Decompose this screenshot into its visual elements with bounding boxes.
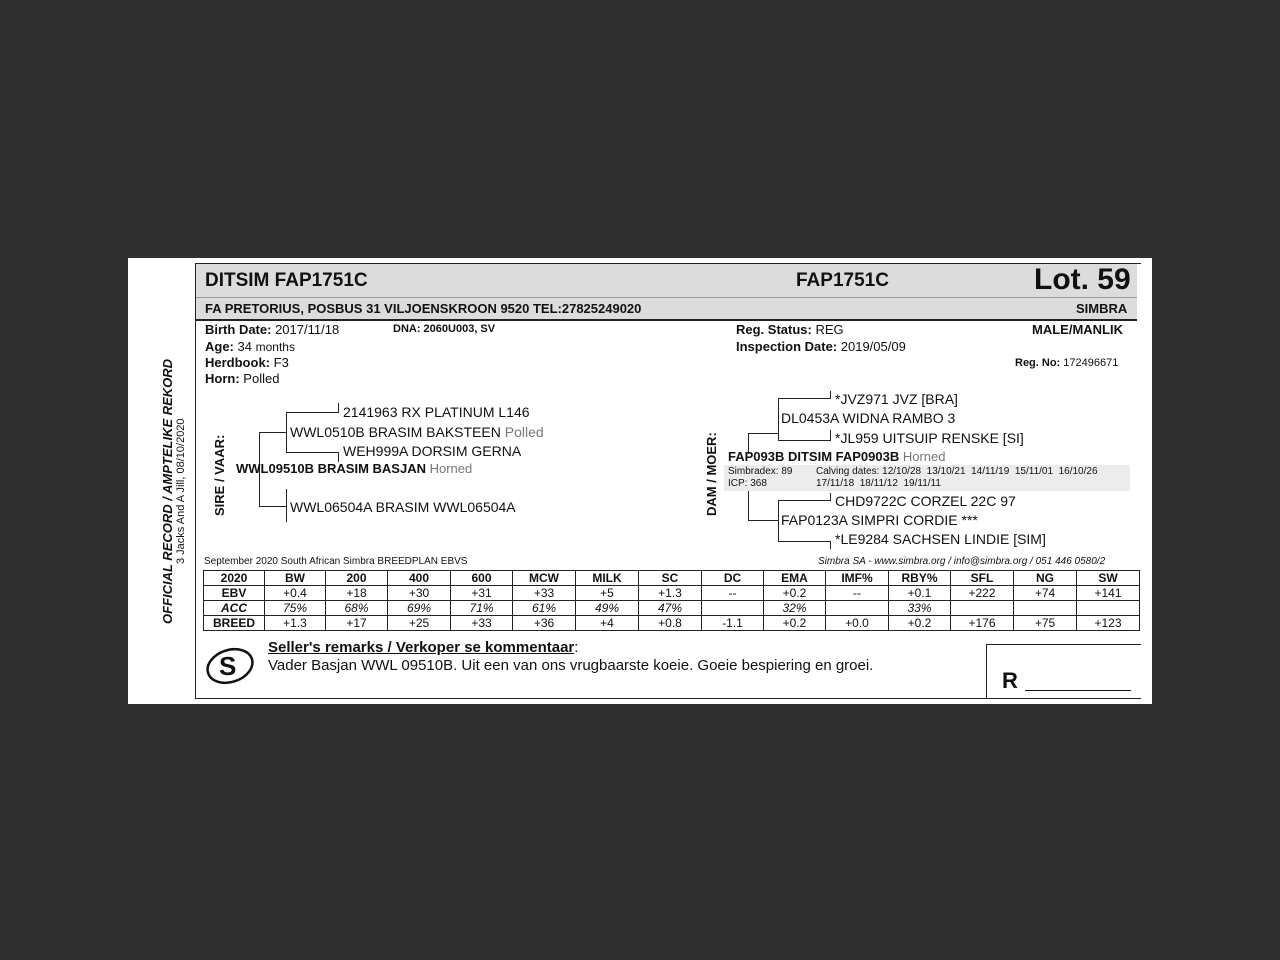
- herdbook: [205, 355, 289, 370]
- dam-name: FAP093B DITSIM FAP0903B: [728, 449, 900, 464]
- table-cell: +4: [576, 616, 639, 631]
- inspection-date-value: 2019/05/09: [840, 339, 906, 354]
- credit-label: 3 Jacks And A Jill, 08/10/2020: [175, 418, 187, 564]
- horn: [205, 371, 279, 386]
- dam-connector: [748, 491, 749, 520]
- table-cell: +1.3: [265, 616, 326, 631]
- table-cell: 49%: [576, 601, 639, 616]
- ebv-caption: September 2020 South African Simbra BREEDPLAN EBVS: [204, 556, 468, 567]
- table-cell: +0.2: [764, 586, 826, 601]
- herdbook-value: F3: [273, 355, 289, 370]
- horn-value: Polled: [243, 371, 280, 386]
- table-cell: +75: [1014, 616, 1077, 631]
- table-cell: 69%: [388, 601, 451, 616]
- table-cell: [951, 601, 1014, 616]
- inspection-date: [736, 339, 906, 354]
- table-cell: [1077, 601, 1140, 616]
- dam-granddam: FAP0123A SIMPRI CORDIE ***: [781, 512, 978, 528]
- table-header-cell: 200: [326, 571, 388, 586]
- sire-grandsire-horn: Polled: [504, 424, 544, 440]
- dam-connector: [778, 541, 830, 542]
- sire: [236, 461, 472, 476]
- remarks-text: Vader Basjan WWL 09510B. Uit een van ons vrugbaarste koeie. Goeie bespiering en groei.: [268, 657, 874, 674]
- sire-horn: Horned: [429, 461, 473, 476]
- table-cell: +30: [388, 586, 451, 601]
- lot-number: Lot. 59: [1034, 263, 1131, 296]
- dam: [728, 449, 946, 464]
- table-header-cell: IMF%: [826, 571, 889, 586]
- table-cell: 33%: [889, 601, 951, 616]
- calving-dates: Calving dates: 12/10/28 13/10/21 14/11/19 15/11/01 16/10/26: [816, 466, 1098, 477]
- dam-connector: [778, 500, 779, 542]
- dna-info: DNA: 2060U003, SV: [393, 323, 496, 335]
- table-header-cell: MILK: [576, 571, 639, 586]
- table-cell: +74: [1014, 586, 1077, 601]
- sire-connector: [259, 506, 286, 507]
- reg-status: [736, 322, 844, 337]
- table-header-cell: SW: [1077, 571, 1140, 586]
- reg-no-value: 172496671: [1063, 357, 1119, 369]
- dam-connector: [830, 430, 831, 441]
- table-cell: [826, 601, 889, 616]
- table-row: [204, 586, 1140, 601]
- table-cell: +18: [326, 586, 388, 601]
- dam-grandsire-dam: *JL959 UITSUIP RENSKE [SI]: [835, 430, 1024, 446]
- dam-horn: Horned: [902, 449, 946, 464]
- dam-connector: [778, 440, 830, 441]
- table-cell: 47%: [639, 601, 702, 616]
- remarks-title-colon: :: [574, 639, 579, 656]
- sire-connector: [338, 403, 339, 413]
- inspection-date-label: Inspection Date:: [736, 339, 838, 354]
- sire-grandsire: [290, 424, 544, 440]
- dam-connector: [778, 398, 830, 399]
- table-header-cell: SFL: [951, 571, 1014, 586]
- table-cell: 75%: [265, 601, 326, 616]
- animal-name: DITSIM FAP1751C: [205, 270, 368, 291]
- birth-date-value: 2017/11/18: [275, 322, 340, 337]
- table-header-cell: 600: [451, 571, 513, 586]
- birth-date-label: Birth Date:: [205, 322, 272, 337]
- age-label: Age:: [205, 339, 234, 354]
- sire-connector: [286, 412, 338, 413]
- age: [205, 339, 295, 354]
- dam-connector: [830, 391, 831, 399]
- table-cell: [702, 601, 764, 616]
- horn-label: Horn:: [205, 371, 240, 386]
- birth-date: [205, 322, 339, 337]
- table-header-cell: SC: [639, 571, 702, 586]
- table-header-cell: RBY%: [889, 571, 951, 586]
- age-value: 34: [237, 339, 252, 354]
- sire-grandsire-sire: 2141963 RX PLATINUM L146: [343, 404, 530, 420]
- dam-side-label: DAM / MOER:: [704, 432, 719, 516]
- row-label: ACC: [204, 601, 265, 616]
- sire-grandsire-name: WWL0510B BRASIM BAKSTEEN: [290, 424, 501, 440]
- official-record-label: OFFICIAL RECORD / AMPTELIKE REKORD: [160, 358, 175, 624]
- table-header-cell: EMA: [764, 571, 826, 586]
- calving-dates-cont: 17/11/18 18/11/12 19/11/11: [816, 478, 941, 489]
- ebv-contact: Simbra SA - www.simbra.org / info@simbra.org / 051 446 0580/2: [818, 556, 1106, 567]
- table-cell: +5: [576, 586, 639, 601]
- sire-connector: [286, 489, 287, 522]
- reg-status-label: Reg. Status:: [736, 322, 812, 337]
- table-cell: +0.0: [826, 616, 889, 631]
- dam-connector: [830, 541, 831, 549]
- table-cell: +0.1: [889, 586, 951, 601]
- table-row: [204, 601, 1140, 616]
- simbradex: Simbradex: 89: [728, 466, 793, 477]
- ebv-table: [203, 570, 1140, 631]
- table-cell: +176: [951, 616, 1014, 631]
- table-cell: +0.8: [639, 616, 702, 631]
- sire-side-label: SIRE / VAAR:: [212, 434, 227, 516]
- table-cell: +17: [326, 616, 388, 631]
- reg-status-value: REG: [815, 322, 844, 337]
- table-cell: --: [826, 586, 889, 601]
- table-cell: 61%: [513, 601, 576, 616]
- table-cell: +25: [388, 616, 451, 631]
- dam-connector: [748, 433, 778, 434]
- table-cell: 32%: [764, 601, 826, 616]
- ebv-header-row: [204, 571, 1140, 586]
- dam-granddam-sire: CHD9722C CORZEL 22C 97: [835, 493, 1016, 509]
- animal-code: FAP1751C: [796, 270, 889, 291]
- table-header-cell: 400: [388, 571, 451, 586]
- lot-card: [128, 258, 1152, 704]
- table-cell: +222: [951, 586, 1014, 601]
- table-cell: +33: [451, 616, 513, 631]
- table-cell: +1.3: [639, 586, 702, 601]
- table-cell: [1014, 601, 1077, 616]
- price-label: R: [1002, 668, 1018, 693]
- sire-connector: [286, 452, 338, 453]
- icp: ICP: 368: [728, 478, 767, 489]
- table-cell: +36: [513, 616, 576, 631]
- table-cell: 71%: [451, 601, 513, 616]
- sire-connector: [286, 412, 287, 453]
- age-unit: months: [255, 340, 295, 354]
- remarks-title: [268, 639, 578, 656]
- table-cell: +0.2: [764, 616, 826, 631]
- table-header-cell: BW: [265, 571, 326, 586]
- table-cell: 68%: [326, 601, 388, 616]
- dam-connector: [778, 398, 779, 441]
- sire-grandsire-dam: WEH999A DORSIM GERNA: [343, 443, 522, 459]
- sire-granddam: WWL06504A BRASIM WWL06504A: [290, 499, 516, 515]
- dam-connector: [748, 520, 778, 521]
- price-field[interactable]: [1025, 690, 1131, 691]
- table-cell: --: [702, 586, 764, 601]
- table-header-cell: 2020: [204, 571, 265, 586]
- reg-no-label: Reg. No:: [1015, 357, 1061, 369]
- simbra-logo: [204, 644, 256, 688]
- table-cell: +0.4: [265, 586, 326, 601]
- table-cell: +33: [513, 586, 576, 601]
- dam-grandsire: DL0453A WIDNA RAMBO 3: [781, 410, 956, 426]
- logo-letter: S: [219, 651, 237, 681]
- table-header-cell: MCW: [513, 571, 576, 586]
- dam-connector: [830, 493, 831, 501]
- dam-grandsire-sire: *JVZ971 JVZ [BRA]: [835, 391, 958, 407]
- reg-no: [1015, 357, 1118, 369]
- row-label: EBV: [204, 586, 265, 601]
- table-cell: -1.1: [702, 616, 764, 631]
- sex-label: MALE/MANLIK: [1032, 322, 1123, 337]
- sire-name: WWL09510B BRASIM BASJAN: [236, 461, 426, 476]
- herdbook-label: Herdbook:: [205, 355, 270, 370]
- table-header-cell: NG: [1014, 571, 1077, 586]
- row-label: BREED: [204, 616, 265, 631]
- dam-granddam-dam: *LE9284 SACHSEN LINDIE [SIM]: [835, 531, 1046, 547]
- breed-label: SIMBRA: [1076, 301, 1128, 316]
- sire-connector: [259, 432, 286, 433]
- table-cell: +0.2: [889, 616, 951, 631]
- remarks-title-text: Seller's remarks / Verkoper se kommentaar: [268, 639, 575, 656]
- table-cell: +141: [1077, 586, 1140, 601]
- dam-connector: [778, 500, 830, 501]
- table-header-cell: DC: [702, 571, 764, 586]
- table-cell: +123: [1077, 616, 1140, 631]
- table-cell: +31: [451, 586, 513, 601]
- table-row: [204, 616, 1140, 631]
- owner-address: FA PRETORIUS, POSBUS 31 VILJOENSKROON 9520 TEL:27825249020: [205, 301, 642, 316]
